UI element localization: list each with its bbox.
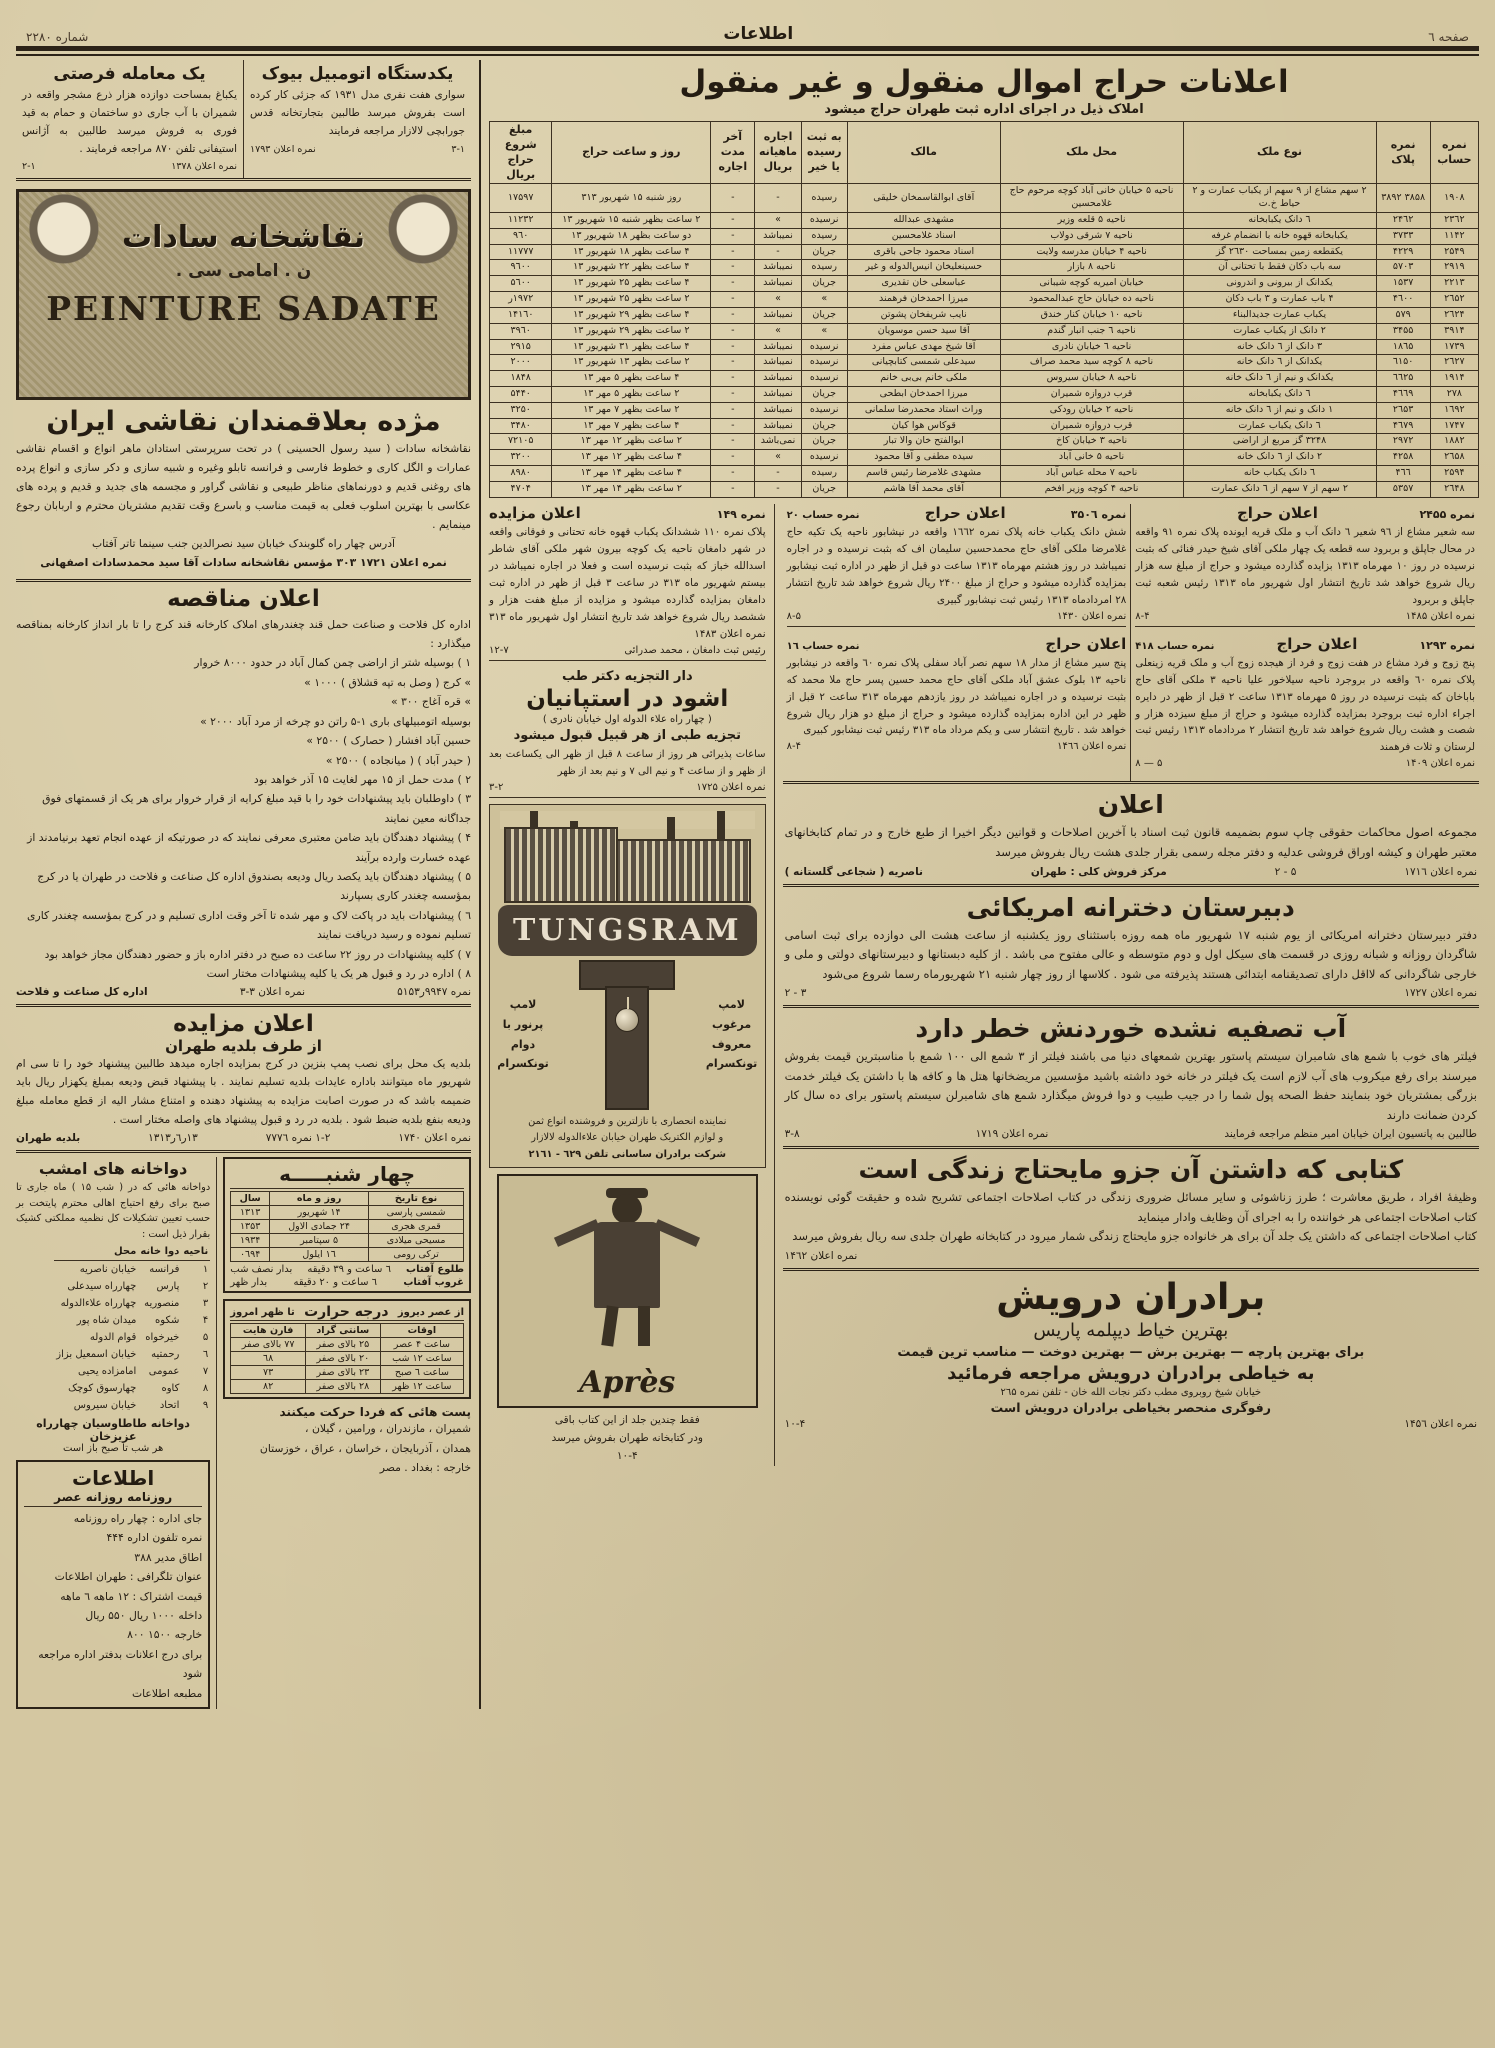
doctor-address: ( چهار راه علاء الدوله اول خیابان نادری ) [542,713,712,725]
table-row: مسیحی میلادی ۵ سپتامبر ۱۹۳۴ [231,1234,464,1248]
tungsram-agent-line-1: نماینده انحصاری با نازلترین و فروشنده انواع ثمن [528,1115,727,1127]
section-heading: کتابی که داشتن آن جزو مایحتاج زندگی است [858,1155,1404,1185]
apres-caption-2: ودر کتابخانه طهران بفروش میرسد [551,1432,703,1445]
weekday-title: چهار شنبـــــه [230,1162,464,1189]
column-header: مالک [847,122,1000,184]
tender-ad-number: نمره اعلان ۳-۳ [239,985,306,998]
darvish-address: خیابان شیخ روبروی مطب دکتر نجات الله خان - تلفن نمره ۲٦۵ [1000,1387,1262,1399]
doctor-line-1: دار التجزیه دکتر طب [561,668,693,684]
ettelaat-subtitle: روزنامه روزانه عصر [24,1490,202,1507]
section-heading: اعلان [1097,790,1164,820]
list-item: حسین آباد افشار ( حصارک ) ۲۵۰۰ » [306,734,471,748]
tungsram-factory-image [500,811,755,903]
table-row: ۲۵۴۹ ۴۲۲۹ یکقطعه زمین بمساحت ۲٦۳۰ گز ناحیه ۴ خیابان مدرسه ولایت اسناد محمود جاحی باقری جریان - - ۴ ساعت بظهر ۱۸ شهریور ۱۳ ۱۱۷۷۷ [490,244,1479,260]
darvish-brothers-ad [783,1268,1479,1436]
table-row: ۸ کاوه چهارسوق کوچک [68,1382,209,1394]
sunrise-value: ٦ ساعت و ۳۹ دقیقه [307,1264,391,1276]
darvish-heading: برادران درویش [996,1277,1266,1319]
notice-body: شش دانک یکباب خانه پلاک نمره ۱٦٦۲ واقعه در نیشابور ناحیه یک تکیه حاج غلامرضا ملکی آقای حاج محمدحسین سلیمان اف که بثبت نرسیده و در اجاره نمیباشد در روز هشتم مهرماه ۱۳۱۳ ساعت دو قبل از ظهر در اداره ثبت نیشابور بمزایده گذارده میشود و حراج از مبلغ ۲۴۰۰ ریال شروع خواهد شد تاریخ انتشار ۲۸ امردادماه ۱۳۱۳ رئیس ثبت نیشابور گبیری [786,525,1127,606]
temperature-box [223,1299,471,1399]
section-heading: دبیرستان دخترانه امریکائی [966,892,1295,922]
tender-notice [16,586,471,998]
list-item: قیمت اشتراک : ۱۲ ماهه ٦ ماهه [60,1589,203,1603]
notice-number: نمره ۲۴۵۵ [1419,507,1475,521]
column-header: اجاره ماهیانه بریال [755,122,801,184]
doctor-name: اشود در استپانیان [526,685,729,712]
auction-table [489,121,1479,498]
notice-account: نمره حساب ۱٦ [786,640,860,652]
table-row: ۱۹۱۴ ٦٦۲۵ یکدانک و نیم از ٦ دانک خانه ناحیه ۸ خیابان سیروس ملکی خانم بی‌بی خانم نرسیده نمیباشد - ۴ ساعت بظهر ۵ مهر ۱۳ ۱۸۴۸ [490,371,1479,387]
post-heading: پست هائی که فردا حرکت میکنند [279,1405,471,1420]
ad-number: نمره اعلان ۱۷۹۳ [250,143,316,155]
list-item: ( حیدر آباد ) ( میانجاده ) ۲۵۰۰ » [325,753,471,767]
notice-body: پلاک نمره ۱۱۰ ششدانک یکباب قهوه خانه تحتانی و فوقانی واقعه در شهر دامغان ناحیه یک کوچه بیرون شهر ملکی آقای شاطر اسدالله خباز که بثبت نرسیده است و فعلا در اجاره نمیباشد در بیستم شهریور ماه ۳۱۳ در ساعت ۳ قبل از ظهر در اداره ثبت دامغان بمزایده گذارده میشود و مزایده از مبلغ هفت هزار و ششصد ریال شروع خواهد شد تاریخ انتشار اول شهریور ماه ۳۱۳ نمره اعلان ۱۴۸۳ [489,525,766,640]
tender-number: نمره ۹۹۴۷ر۵۱۵۳ [397,985,471,998]
post-lines [223,1419,471,1477]
table-row: ۱۸۸۲ ۲۹۷۲ ۳۲۴۸ گز مربع از اراضی ناحیه ۳ خیابان کاخ ابوالفتح خان والا تبار جریان نمی‌باشد - ۲ ساعت بظهر ۱۲ مهر ۱۳ ۷۲۱۰۵ [490,434,1479,450]
legal-book-notice [783,781,1479,883]
table-row: شمسی پارسی ۱۴ شهریور ۱۳۱۳ [231,1206,464,1220]
list-item: ۷ ) کلیه پیشنهادات در روز ۲۲ ساعت ده صبح در دفتر اداره باز و حضور دهندگان مجاز خواهد بود [44,947,471,961]
calendar-table [230,1191,464,1262]
painting-news-address: آدرس چهار راه گلوبندک خیابان سید نصرالدین جنب سینما تاتر آفتاب [91,536,396,550]
apres-caption-1: فقط چندین جلد از این کتاب باقی [554,1414,700,1427]
tungsram-company: شرکت برادران ساسانی تلفن ٦۲۹ - ۲۱٦۱ [528,1148,727,1160]
signature: بلدیه طهران [16,1132,81,1145]
table-row: ۴ شکوه میدان شاه پور [76,1314,209,1326]
notice-account: نمره حساب ۲۰ [786,509,860,521]
tungsram-logo: TUNGSRAM [498,905,757,956]
doctor-service: تجزیه طبی از هر قبیل قبول میشود [513,727,741,743]
auction-notice-2455 [1135,504,1475,627]
schedule: ۳-۸ [784,1128,800,1141]
list-item: داخله ۱۰۰۰ ریال ۵۵۰ ریال [85,1608,203,1622]
left-column [16,60,481,1709]
column-header: روز و ساعت حراج [552,122,711,184]
table-row: ٦ رحمتیه خیابان اسمعیل بزاز [56,1348,209,1360]
ad-title: یک معامله فرصتی [53,64,206,84]
sunset-value: ٦ ساعت و ۲۰ دقیقه [293,1277,378,1289]
municipality-subheading: از طرف بلدیه طهران [165,1036,322,1055]
ad-number: نمره اعلان ۱۷۱۹ [975,1128,1049,1141]
tataosian-pharmacy-line: دواخانه طاطاوسیان چهارراه عزیزخان [36,1416,190,1443]
table-row: ۳۹۱۴ ۳۴۵۵ ۲ دانک از یکباب عمارت ناحیه ٦ جنب انبار گندم آقا سید حسن موسویان » » - ۲ ساعت بظهر ۲۹ شهریور ۱۳ ۳۹٦۰ [490,323,1479,339]
column-header: نمره پلاک [1376,122,1430,184]
table-row: ۵ خیرخواه قوام الدوله [89,1331,209,1343]
schedule: ۱۰-۴ [784,1418,806,1431]
table-row: ۹ اتحاد خیابان سیروس [73,1399,209,1411]
pharmacies-heading: دواخانه های امشب [38,1159,188,1179]
table-row: ساعت ۱۲ شب ۲۰ بالای صفر ٦۸ [231,1352,464,1366]
column-header: سال [231,1192,270,1206]
notice-kind: اعلان حراج [1236,503,1318,522]
list-item: برای درج اعلانات بدفتر اداره مراجعه شود [38,1647,203,1681]
darvish-line-4: رفوگری منحصر بخیاطی برادران درویش است [990,1400,1271,1416]
divider-rule [16,1004,471,1007]
notice-number: نمره ۳۵۰٦ [1070,507,1127,521]
schedule: ۳-۱ [451,143,465,155]
notice-account: نمره حساب ۴۱۸ [1135,640,1215,652]
column-header: اوقات [380,1324,463,1338]
table-row: ۳ منصوریه چهارراه علاءالدوله [60,1297,209,1309]
list-item: ۳ ) داوطلبان باید پیشنهادات خود را با قید مبلغ کرایه از قرار خروار برای هر یک از قسمتهای فوق جداگانه معین نمایند [42,792,471,825]
list-item: خارجه : بغداد . مصر [379,1460,471,1474]
sadate-farsi-subtitle: ن . امامی سی . [175,261,312,282]
doctor-lab-ad [489,669,766,798]
table-row: ۱ فرانسه خیابان ناصریه [79,1263,209,1275]
notice-schedule: ۵ — ۸ [1135,758,1163,770]
column-header: فارن هایت [231,1324,306,1338]
temp-from-label: از عصر دیروز [397,1306,464,1318]
lightbulb-icon [615,1008,639,1032]
notice-kind: اعلان حراج [1276,634,1358,653]
apres-script-title: Après [579,1365,676,1401]
ad-number: نمره اعلان ۱۷۲۷ [1404,987,1477,1000]
list-item: بوسیله اتومبیلهای باری ۱-۵ راتن دو چرخه از مرد آباد ۲۰۰۰ » [200,714,471,728]
post-departures [223,1405,471,1477]
column-header: نوع تاریخ [369,1192,464,1206]
section-heading: آب تصفیه نشده خوردنش خطر دارد [915,1014,1347,1044]
apres-book-ad [497,1174,758,1408]
table-row: ۱۹۰۸ ۳۸۵۸ ۳۸۹۲ ۲ سهم مشاع از ۹ سهم از یکباب عمارت و ۲ حیاط خ.ت ناحیه ۵ خیابان خانی آباد کوچه مرحوم حاج غلامحسین آقای ابوالقاسمخان خلیقی رسیده - - روز شنبه ۱۵ شهریور ۳۱۳ ۱۷۵۹۷ [490,184,1479,213]
auction-notice-149 [489,504,766,661]
notice-schedule: ۱۲-۷ [489,644,509,656]
pharmacies-intro: دواخانه هائی که در ( شب ۱۵ ) ماه جاری تا صبح برای رفع احتیاج اهالی محترم پایتخت بر حسب تعیین تشکیلات کل نظمیه مملکتی کشیک بقرار ذیل است : [16,1182,211,1241]
notice-body: سه شعیر مشاع از ۹٦ شعیر ٦ دانک آب و ملک قریه ایونده پلاک نمره ۹۱ واقعه در محال جاپلق و بربرود سه قطعه یک چهار ملکی آقای شیخ حیدر فنائی که بثبت نرسیده در روز ۱۰ مهرماه ۱۳۱۳ بزایده گذارده میشود و حراج از مبلغ سه هزار ریال شروع خواهد شد تاریخ انتشار اول شهریور ماه ۱۳۱۳ رئیس شعبه ثبت جاپلق و بربرود [1135,525,1475,606]
temp-to-label: تا ظهر امروز [230,1306,295,1318]
table-row: ساعت ۴ عصر ۲۵ بالای صفر ۷۷ بالای صفر [231,1338,464,1352]
list-item: مطبعه اطلاعات [131,1686,203,1700]
table-row: ساعت ٦ صبح ۲۳ بالای صفر ۷۳ [231,1366,464,1380]
table-row: ۲٦۴۸ ۵۳۵۷ ۲ سهم از ۷ سهم از ٦ دانک عمارت ناحیه ۴ کوچه وزیر افخم آقای محمد آقا هاشم جریان - - ۲ ساعت بظهر ۱۴ مهر ۱۳ ۴۷۰۴ [490,481,1479,497]
divider-rule [16,579,471,582]
ettelaat-title: اطلاعات [72,1465,155,1490]
sunrise-note: بدار نصف شب [230,1264,293,1276]
auction-headline: اعلانات حراج اموال منقول و غیر منقول [679,64,1289,100]
column-header: نوع ملک [1183,122,1376,184]
ettelaat-info-rows [24,1509,202,1703]
section-body: دفتر دبیرستان دخترانه امریکائی از یوم شنبه ۱۷ شهریور ماه همه روزه باستثنای روز یکشنبه از ساعت هشت الی دوازده برای ثبت اسامی شاگردان روزانه و شبانه روزی در قسمت های سیکل اول و دوم متوسطه و عالی مفتوح می باشد . از کلیه دبستانها و دبیرستانهای دولتی و ملی و خارجی شاگردانی که لااقل دارای تصدیقنامه ابتدائی هستند پذیرفته می شود . کلاسها از روز چهار شنبه ۲۱ شهریورماه رسما شروع می‌شود [784,927,1477,981]
table-row: ۱۷۳۹ ۱۸٦۵ ۳ دانک از ٦ دانک خانه ناحیه ٦ خیابان نادری آقا شیخ مهدی عباس مفرد نرسیده نمیباشد - ۴ ساعت بظهر ۳۱ شهریور ۱۳ ۲۹۱۵ [490,339,1479,355]
column-header: به ثبت رسیده یا خیر [801,122,847,184]
garden-sale-ad [16,60,244,178]
auction-notice-16 [787,635,1127,757]
sadate-latin-title: PEINTURE SADATE [46,289,441,329]
darvish-line-1: برای بهترین پارچه — بهترین برش — بهترین دوخت — مناسب ترین قیمت [897,1345,1365,1361]
list-item: ۸ ) اداره در رد و قبول هر یک یا کلیه پیشنهادات مختار است [206,967,471,981]
list-item: ۴ ) پیشنهاد دهندگان باید ضامن معتبری معرفی نمایند که در صورتیکه از عهده انجام تعهد برنیامدند از عهده خسارت وارده برآیند [27,831,471,864]
table-row: ۲٦۲۷ ٦۱۵۰ یکدانک از ٦ دانک خانه ناحیه ۸ کوچه سید محمد صراف سیدعلی شمسی کتابچیانی نرسیده نمیباشد - ۲ ساعت بظهر ۱۳ شهریور ۱۳ ۲۰۰۰ [490,355,1479,371]
ad-title: یکدستگاه اتومبیل بیوک [261,64,454,84]
notice-signature: رئیس ثبت دامغان ، محمد صدرائی [624,644,766,656]
tender-signature: اداره کل صناعت و فلاحت [16,985,148,998]
tungsram-agent-line-2: و لوازم الکتریک طهران خیابان علاءالدوله لالازار [531,1132,724,1144]
table-row: ۲۵۹۴ ۴٦٦ ٦ دانک یکباب خانه ناحیه ۷ محله عباس آباد مشهدی غلامرضا رئیس قاسم رسیده - - ۴ ساعت بظهر ۱۴ مهر ۱۳ ۸۹۸۰ [490,466,1479,482]
ad-number: نمره اعلان ۱۳۷۸ [171,161,237,173]
table-row: ۲۷۸ ۴٦٦۹ ٦ دانک یکبابخانه قرب دروازه شمیران میرزا احمدخان ابطحی جریان نمیباشد - ۲ ساعت بظهر ۵ مهر ۱۳ ۵۴۴۰ [490,386,1479,402]
list-item: ٦ ) پیشنهادات باید در پاکت لاک و مهر شده تا آخر وقت اداری تسلیم و در کرج بمؤسسه چغندر کاری تسلیم نموده و رسید دریافت نمایند [27,908,471,942]
darvish-line-2: به خیاطی برادران درویش مراجعه فرمائید [947,1363,1315,1385]
section-body-2: کتاب اصلاحات اجتماعی که داشتن یک جلد آن برای هر خانواده جزو مایحتاج زندگی شمار میرود در کتابخانه طهران جلدی سه ریال بفروش میرسد [792,1229,1477,1244]
notice-number: نمره ۱۲۹۳ [1419,638,1475,652]
ad-number: نمره اعلان ۱۷۱٦ [1404,865,1477,878]
notice-ad-number: نمره اعلان ۱۴۰۹ [1405,758,1475,770]
notice-kind: اعلان حراج [1045,634,1127,653]
notice-schedule: ۸-۴ [786,741,801,753]
notice-body: پنج سیر مشاع از مدار ۱۸ سهم نصر آباد سفلی پلاک نمره ٦۰ واقعه در نیشابور ناحیه ۱۳ بلوک عشق آباد ملکی آقای حاج محمد حسین پسر حاج ملا محمد که بثبت نرسیده و در اجاره نمیباشد در روز یازدهم مهرماه ۳۱۳ ساعت ۲ قبل از ظهر در این اداره بمزایده گذارده میشود و حراج از مبلغ دو هزار ریال شروع خواهد شد . تاریخ انتشار سی و یکم مرداد ماه ۳۱۳ رئیس ثبت نیشابور کبیری [786,656,1127,737]
list-item: ۲ ) مدت حمل از ۱۵ مهر لغایت ۱۵ آذر خواهد بود [253,772,471,786]
list-item: همدان ، آذربایجان ، خراسان ، عراق ، خوزستان [259,1441,471,1455]
list-item: » کرج ( وصل به تپه قشلاق ) ۱۰۰۰ » [304,675,471,689]
calendar-box [223,1157,471,1293]
notice-kind: اعلان حراج [924,503,1006,522]
table-row: ۲٦۲۴ ۵۷۹ یکباب عمارت جدیدالبناء ناحیه ۱۰ خیابان کنار خندق نایب شریفخان پشوتن جریان نمیباشد - ۴ ساعت بظهر ۲۹ شهریور ۱۳ ۱۴۱٦۰ [490,307,1479,323]
notice-ad-number: نمره اعلان ۱۴۳۰ [1057,610,1127,622]
ads-strip [489,504,775,1466]
schedule: ۳-۲ [489,781,504,793]
darvish-subtitle: بهترین خیاط دیپلمه پاریس [1033,1320,1229,1342]
ad-address: طالبین به پانسیون ایران خیابان امیر منظم مراجعه فرمایند [1224,1128,1477,1141]
table-row: ۲ پارس چهارراه سیدعلی [67,1280,209,1292]
tender-heading: اعلان مناقصه [167,585,320,612]
notice-schedule: ۸-۵ [786,610,801,622]
ad-number: نمره اعلان ۱۴۵٦ [1404,1418,1477,1431]
schedule: ۲-۱ [22,161,36,173]
column-header: آخر مدت اجاره [711,122,755,184]
list-item: جای اداره : چهار راه روزنامه [73,1511,203,1525]
column-header: مبلغ شروع حراج بریال [490,122,552,184]
notices-area [783,504,1479,1466]
list-item: » قره آغاج ۳۰۰ » [390,695,471,709]
list-item: اطاق مدیر ۳۸۸ [134,1550,203,1564]
notice-kind: اعلان مزایده [489,503,581,522]
column-header: ناحیه [181,1243,210,1261]
column-header: محل ملک [1000,122,1183,184]
doctor-hours: ساعات پذیرائی هر روز از ساعت ۸ قبل از ظهر الی یکساعت بعد از ظهر و از ساعت ۴ و نیم الی ۷ و نیم بعد از ظهر [489,748,766,777]
table-row: ۲۳٦۲ ۲۴٦۲ ٦ دانک یکبابخانه ناحیه ۵ قلعه وزیر مشهدی عبدالله نرسیده » - ۲ ساعت بظهر شنبه ۱۵ شهریور ۱۳ ۱۱۲۳۲ [490,213,1479,229]
list-item: خارجه ۱۵۰۰ ۸۰۰ [127,1628,203,1642]
sadate-farsi-title: نقاشخانه سادات [121,220,365,256]
notice-ad-number: نمره اعلان ۱۴٦٦ [1057,741,1127,753]
issue-number: شماره ۲۲۸۰ [26,30,89,44]
section-body: فیلتر های خوب با شمع های شامبران سیستم پاستور بهترین شمعهای دنیا می باشند فیلتر از ۳ شمع الی ۱۰۰ شمع با مناسبترین قیمت بفروش میرسند برای رفع میکروب های آب لازم است یک فیلتر در خانه خود داشته باشید مؤسسین مریضخانها هتل ها و کافه ها با داشتن یک فیلتر خدمت بزرگی بمشتریان خود بنمایند حفظ الصحه پول شما را در جیب طبیب و دوا فروش میگذارد شمع های شامبرلن سیستم پاستور برای ده سال کار کردن ضمانت دارند [784,1049,1478,1122]
sunset-label: غروب آفتاب [403,1277,464,1289]
ettelaat-info-box [16,1460,210,1709]
notice-ad-number: نمره اعلان ۱۴۸۵ [1405,610,1475,622]
section-body-1: وظیفهٔ افراد ، طریق معاشرت ؛ طرز زناشوئی و سایر مسائل ضروری زندگی در کتاب اصلاحات اجتماعی تشریح شده و حقیقت گوئی نویسنده کتاب اصلاحات اجتماعی هر خواننده را به اجرای آن وظایف وادار مینماید [784,1190,1477,1224]
auction-notice-3506 [787,504,1127,627]
municipality-heading: اعلان مزایده [173,1010,314,1037]
peinture-sadate-banner-image [16,189,471,400]
painting-news-heading: مژده بعلاقمندان نقاشی ایران [46,406,441,438]
divider-rule [16,1150,471,1153]
list-item: ۱ ) بوسیله شتر از اراضی چمن کمال آباد در حدود ۸۰۰۰ خروار [194,656,471,670]
column-header: سانتی گراد [305,1324,380,1338]
tataosian-hours-line: هر شب تا صبح باز است [62,1442,164,1454]
table-row: ۲٦۵۲ ۴٦۰۰ ۴ باب عمارت و ۳ باب دکان ناحیه ده خیابان حاج عبدالمحمود میرزا احمدخان فرهمند » » - ۲ ساعت بظهر ۲۵ شهریور ۱۳ ۱۹۷۲ر [490,292,1479,308]
social-reform-book-ad [783,1146,1479,1268]
ad-body: یکباغ بمساحت دوازده هزار ذرع مشجر واقعه در شمیران با آب جاری دو ساختمان و حمام به قید فوری به فروش میرسد طالبین به آژانس استیفانی تلفن ۸۷۰ مراجعه فرمایند . [22,89,237,155]
ref-number: ۱-۲ نمره ۷۷۷٦ [265,1132,331,1145]
sunset-note: بدار ظهر [230,1277,268,1289]
schedule: ۵ - ۲ [1274,865,1297,878]
temperature-title: درجه حرارت [304,1304,389,1321]
ad-number: نمره اعلان ۱۴٦۲ [784,1250,858,1263]
sales-center: مرکز فروش کلی : طهران [1030,865,1167,878]
notice-schedule: ۸-۴ [1135,610,1150,622]
list-item: ۵ ) پیشنهاد دهندگان باید یکصد ریال ودیعه بصندوق اداره کل صناعت و فلاحت در طهران یا در کرج بمؤسسه چغندر کاری بسپارند [37,870,471,903]
pharmacies-table [54,1243,210,1414]
list-item: عنوان تلگرافی : طهران اطلاعات [54,1570,203,1584]
column-header: دوا خانه [138,1243,181,1261]
column-header: نمره حساب [1430,122,1478,184]
sales-center-2: ناصریه ( شجاعی گلستانه ) [784,865,923,878]
table-row: قمری هجری ۲۴ جمادی الاول ۱۳۵۳ [231,1220,464,1234]
column-header: محل [54,1243,138,1261]
painting-news-body: نقاشخانه سادات ( سید رسول الحسینی ) در تحت سرپرستی استادان ماهر انواع و اقسام نقاشی عمارات و الگل کاری و خطوط فارسی و فرانسه تابلو وغیره و شبیه سازی و دکر سازی و انواع پرده های روغنی قدیم و دورنماهای مناظر طبیعی و نقاشی گراور و مجسمه های جدید و قدیم و پرده های عکاسی با بهترین اسلوب فعلی به قیمت مناسب و باسرع وقت تقدیم مشتریان محترم و اربابان رجوع مینمایم . [16,442,471,531]
tungsram-t-image [579,960,675,1110]
main-area [481,60,1479,1709]
notice-number: نمره ۱۴۹ [716,507,766,521]
auction-subtitle: املاک ذیل در اجرای اداره ثبت طهران حراج میشود [824,102,1144,117]
ad-number: نمره اعلان ۱۷۲۵ [696,781,766,793]
tender-intro: اداره کل فلاحت و صناعت حمل قند چغندرهای املاک کارخانه قند کرج را تا بار انداز کارخانه بمناقصه میگذارد : [16,617,471,650]
american-girls-school-ad [783,884,1479,1006]
ad-body: سواری هفت نفری مدل ۱۹۳۱ که جزئی کار کرده است بفروش میرسد طالبین بتجارتخانه قدس جورابچی لالازار مراجعه فرمایند [250,89,465,137]
tungsram-caption-right: لامپ مرغوب معروف تونکسرام [705,997,758,1071]
pharmacy-column [16,1157,216,1709]
list-item: نمره تلفون اداره ۴۴۴ [106,1531,203,1545]
table-row: ۲۲۱۳ ۱۵۳۷ یکدانک از بیرونی و اندرونی خیابان امیریه کوچه شیبانی عباسعلی خان تقدیری جریان نمیباشد - ۴ ساعت بظهر ۲۵ شهریور ۱۳ ۵٦۰۰ [490,276,1479,292]
notice-body: پنج زوج و فرد مشاع در هفت زوج و فرد از هیجده زوج آب و ملک قریه زینعلی پلاک نمره ٦۰ واقعه در بروجرد ناحیه سیلاخور علیا ناحیه ۳ ملکی آقای حاج باباخان که بثبت نرسیده در روز ۵ مهرماه ۱۳۱۳ ساعت ۲ قبل از ظهر در دایره اجراء اداره ثبت بروجرد بمزایده گذارده میشود و حراج از مبلغ سیزده هزار و شصت و هشت ریال شروع خواهد شد تاریخ انتشار ۲ مردادماه ۱۳۱۳ رئیس ثبت لرستان و ثلات فرهمند [1135,656,1475,754]
temperature-table [230,1323,464,1394]
table-row: ۱٦۹۲ ۲٦۵۳ ۱ دانک و نیم از ٦ دانک خانه ناحیه ۲ خیابان رودکی وراث استاد محمدرضا سلمانی نرسیده نمیباشد - ۲ ساعت بظهر ۷ مهر ۱۳ ۳۲۵۰ [490,402,1479,418]
column-header: روز و ماه [270,1192,369,1206]
tungsram-ad [489,804,766,1169]
tender-items [16,653,471,983]
auction-notice-1293 [1135,635,1475,774]
buick-car-ad [244,60,471,178]
notice-column-left [783,504,1132,782]
table-row: ۱۷۴۷ ۴٦۷۹ ٦ دانک یکباب عمارت قرب دروازه شمیران قوکاس هوا کیان جریان نمیباشد - ۴ ساعت بظهر ۷ مهر ۱۳ ۳۴۸۰ [490,418,1479,434]
table-row: ۲٦۵۸ ۴۲۵۸ ۲ دانک از ٦ دانک خانه ناحیه ۵ خانی آباد سیده مطفی و آقا محمود نرسیده » - ۴ ساعت بظهر ۱۲ مهر ۱۳ ۳۲۰۰ [490,450,1479,466]
table-row: ۷ عمومی امامزاده یحیی [78,1365,209,1377]
table-row: ۲۹۱۹ ۵۷۰۳ سه باب دکان فقط با تحتانی آن ناحیه ۸ بازار حسینعلیخان انیس‌الدوله و غیر رسیده نمیباشد - ۴ ساعت بظهر ۲۲ شهریور ۱۳ ۹٦۰۰ [490,260,1479,276]
list-item: شمیران ، مازندران ، ورامین ، گیلان ، [305,1422,471,1436]
apres-schedule: ۱۰-۴ [616,1450,638,1463]
painting-news-footer: نمره اعلان ۱۷۲۱ ۳۰۳ مؤسس نقاشخانه سادات آقا سید محمدسادات اصفهانی [40,555,447,569]
masthead-row [16,10,1479,44]
page-number: صفحه ٦ [1428,30,1469,44]
apres-figure-image [582,1194,672,1344]
table-row: ترکی رومی ۱٦ ایلول ۰٦۹۴ [231,1248,464,1262]
municipality-auction-notice [16,1011,471,1145]
masthead-title: اطلاعات [723,24,794,44]
schedule: ۳ - ۲ [784,987,807,1000]
ad-number: نمره اعلان ۱۷۴۰ [398,1132,471,1145]
header-rule [16,46,1479,56]
water-filter-ad [783,1005,1479,1146]
date: ۱۳ر٦ر۱۳۱۳ [148,1132,198,1145]
almanac-column [216,1157,471,1709]
notice-column-right [1131,504,1479,782]
sunrise-label: طلوع آفتاب [406,1264,464,1276]
table-row: ۱۱۴۲ ۳۷۳۳ یکبابخانه قهوه خانه با انضمام غرفه ناحیه ۷ شرقی دولاب اسناد غلامحسین رسیده نمیباشد - دو ساعت بظهر ۱۸ شهریور ۱۳ ۹٦۰ [490,228,1479,244]
municipality-body: بلدیه یک محل برای نصب پمپ بنزین در کرج بمزایده اجاره میدهد طالبین پیشنهاد خود را تا سی ام شهریور ماه میتوانند باداره عایدات بلدیه تسلیم نمایند . با پیشنهاد قبض ودیعه بمبلغ یکهزار ریال باید ضمیمه باشد که در صورت اصابت مزایده به پیشنهاد دهنده و امتناع مشار الیه از قطع معامله مبلغ ودیعه بنفع بلدیه ضبط شود . بلدیه در رد و قبول پیشنهاد های واصله مختار است . [16,1056,471,1127]
section-body: مجموعه اصول محاکمات حقوقی چاپ سوم بضمیمه قانون ثبت اسناد با آخرین اصلاحات و قوانین دیگر اخیرا از طبع خارج و در تمام کتابخانهای معتبر طهران و کیشه اوراق فروشی عدلیه و دفتر مجله رسمی بقرار جلدی هشت ریال بفروش میرسد [784,825,1477,859]
tungsram-caption-left: لامپ پرنور با دوام تونکسرام [497,997,549,1071]
table-row: ساعت ۱۲ ظهر ۲۸ بالای صفر ۸۲ [231,1380,464,1394]
